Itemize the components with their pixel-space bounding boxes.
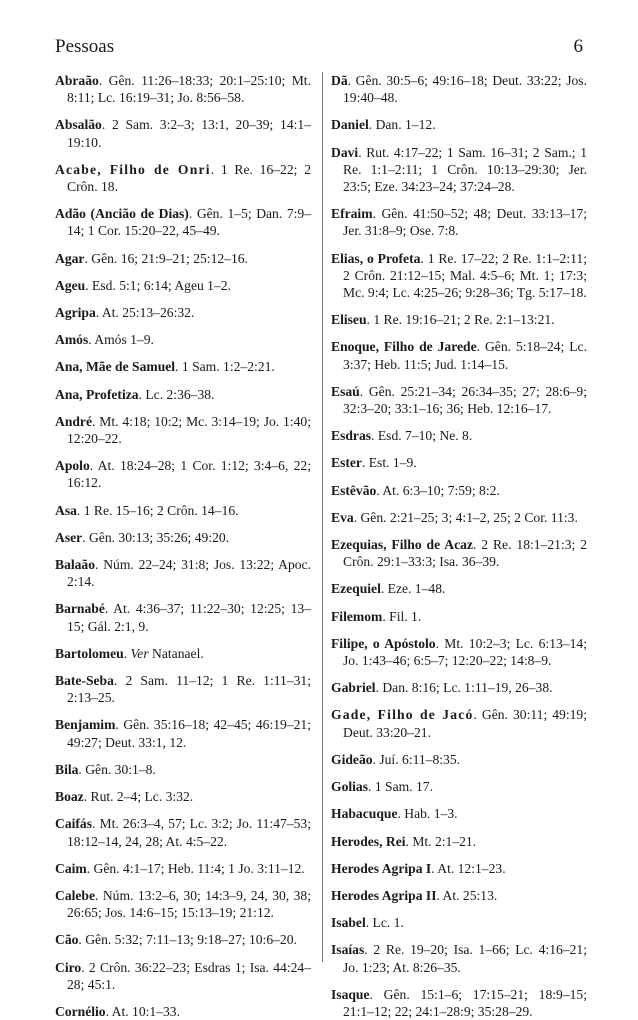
index-entry [331,509,587,526]
entry-name: Bila [55,761,79,777]
index-entry [331,72,587,106]
index-entry [55,761,311,778]
entry-references: . Gên. 30:13; 35:26; 49:20. [82,529,230,545]
entry-references: . Gên. 15:1–6; 17:15–21; 18:9–15; 21:1–12; 22; 24:1–28:9; 35:28–29. [343,986,587,1019]
entry-name: Ciro [55,959,82,975]
index-entry [331,536,587,570]
index-entry [331,116,587,133]
entry-references: . Gên. 41:50–52; 48; Deut. 33:13–17; Jer. 31:8–9; Ose. 7:8. [343,206,587,239]
entry-name: Efraim [331,206,373,222]
index-entry [55,277,311,294]
entry-name: Acabe, Filho de Onri [55,161,211,177]
entry-references: . Amós 1–9. [88,332,154,348]
entry-references: . Gên. 30:11; 49:19; Deut. 33:20–21. [343,707,587,740]
index-entry [331,860,587,877]
entry-name: Barnabé [55,601,105,617]
entry-name: Herodes Agripa II [331,887,437,903]
entry-references: . Gên. 25:21–34; 26:34–35; 27; 28:6–9; 32:3–20; 33:1–16; 36; Heb. 12:16–17. [343,383,587,417]
entry-name: Gabriel [331,680,376,696]
index-entry [55,116,311,150]
entry-name: Esdras [331,428,372,444]
entry-name: Elias, o Profeta [331,250,421,266]
index-entry [331,805,587,822]
entry-name: Agar [55,250,85,266]
entry-name: Isaque [331,986,370,1002]
entry-references: . Lc. 2:36–38. [138,386,215,402]
entry-name: Gideão [331,751,373,767]
entry-references: . 1 Sam. 1:2–2:21. [175,359,275,375]
index-entry [331,580,587,597]
left-column [55,72,312,1019]
index-entry [331,941,587,975]
entry-references: . At. 4:36–37; 11:22–30; 12:25; 13–15; Gál. 2:1, 9. [67,601,311,634]
entry-references: . Gên. 30:5–6; 49:16–18; Deut. 33:22; Jos. 19:40–48. [343,73,587,106]
index-entry [331,482,587,499]
right-column [331,72,588,1019]
entry-name: Calebe [55,887,96,903]
entry-references: . Gên. 5:32; 7:11–13; 9:18–27; 10:6–20. [78,932,297,948]
index-entry [331,144,587,196]
entry-name: Boaz [55,789,84,805]
index-entry [55,502,311,519]
entry-references: . Rut. 2–4; Lc. 3:32. [83,789,194,805]
entry-name: Habacuque [331,806,398,822]
entry-name: Ageu [55,277,86,293]
entry-references: . Gên. 35:16–18; 42–45; 46:19–21; 49:27; Deut. 33:1, 12. [67,717,311,750]
index-entry [55,931,311,948]
index-entry [331,311,587,328]
see-also-word: Ver [130,645,149,661]
entry-references: . Mt. 26:3–4, 57; Lc. 3:2; Jo. 11:47–53; 18:12–14, 24, 28; At. 4:5–22. [67,816,311,849]
entry-name: Cão [55,932,79,948]
index-entry [55,304,311,321]
entry-references: . Núm. 13:2–6, 30; 14:3–9, 24, 30, 38; 26:65; Jos. 14:6–15; 15:13–19; 21:12. [67,887,311,921]
entry-references: . Dan. 8:16; Lc. 1:11–19, 26–38. [375,680,553,696]
index-entry [331,887,587,904]
entry-references: . Núm. 22–24; 31:8; Jos. 13:22; Apoc. 2:14. [67,557,311,590]
index-entry [55,860,311,877]
index-entry [55,600,311,634]
entry-references: . At. 6:3–10; 7:59; 8:2. [376,482,500,498]
index-entry [331,338,587,372]
entry-name: Asa [55,502,77,518]
entry-references: . Lc. 1. [365,915,404,931]
entry-references: . Hab. 1–3. [397,806,458,822]
index-entry [55,556,311,590]
index-entry [55,672,311,706]
index-entry [331,635,587,669]
index-entry [331,250,587,302]
index-entry [331,679,587,696]
entry-name: Caifás [55,816,93,832]
entry-references: . Eze. 1–48. [380,581,446,597]
index-entry [55,457,311,491]
entry-references: . 1 Re. 17–22; 2 Re. 1:1–2:11; 2 Crôn. 21:12–15; Mal. 4:5–6; Mt. 1; 17:3; Mc. 9:4; Lc. 4:25–26; 9:28–36; Tg. 5:17–18. [343,250,587,301]
entry-name: Isabel [331,915,366,931]
index-entry [331,914,587,931]
index-entry [331,383,587,417]
entry-references: . 1 Re. 16–22; 2 Crôn. 18. [67,161,311,195]
entry-name: Balaão [55,557,96,573]
index-entry [331,205,587,239]
index-entry [331,608,587,625]
entry-references: . Mt. 10:2–3; Lc. 6:13–14; Jo. 1:43–46; 6:5–7; 12:20–22; 14:8–9. [343,635,587,669]
index-entry [55,788,311,805]
index-entry [331,454,587,471]
index-entry [55,205,311,239]
entry-references: . Esd. 5:1; 6:14; Ageu 1–2. [85,277,231,293]
index-entry [55,529,311,546]
entry-references: . [123,645,131,661]
page-header [55,36,583,58]
entry-references: . 2 Re. 18:1–21:3; 2 Crôn. 29:1–33:3; Isa. 36–39. [343,537,588,570]
entry-references: . Mt. 4:18; 10:2; Mc. 3:14–19; Jo. 1:40; 12:20–22. [67,413,311,447]
entry-references: . Mt. 2:1–21. [405,833,477,849]
index-columns [55,72,588,1019]
entry-name: Absalão [55,117,102,133]
index-entry [55,887,311,921]
entry-references: . At. 25:13. [436,887,498,903]
index-entry [55,1003,311,1020]
entry-name: Ana, Mãe de Samuel [55,359,176,375]
entry-references: . 1 Re. 19:16–21; 2 Re. 2:1–13:21. [366,312,555,328]
page-number: 6 [573,36,583,57]
entry-name: André [55,413,93,429]
entry-name: Ana, Profetiza [55,386,139,402]
index-entry [331,833,587,850]
index-entry [55,72,311,106]
entry-references: . Gên. 30:1–8. [78,761,156,777]
entry-references: . Gên. 4:1–17; Heb. 11:4; 1 Jo. 3:11–12. [86,860,305,876]
entry-references: . Fil. 1. [382,608,422,624]
index-entry [55,959,311,993]
entry-references: . Gên. 5:18–24; Lc. 3:37; Heb. 11:5; Jud. 1:14–15. [343,339,587,372]
entry-name: Eliseu [331,312,367,328]
entry-name: Enoque, Filho de Jarede [331,339,477,355]
entry-references: . 2 Sam. 11–12; 1 Re. 1:11–31; 2:13–25. [67,673,311,706]
index-entry [331,778,587,795]
entry-references: . Gên. 16; 21:9–21; 25:12–16. [84,250,248,266]
entry-references: . Juí. 6:11–8:35. [372,751,461,767]
entry-name: Ezequiel [331,581,381,597]
entry-name: Isaías [331,942,365,958]
entry-references: . Gên. 1–5; Dan. 7:9–14; 1 Cor. 15:20–22, 45–49. [67,206,312,239]
entry-name: Agripa [55,305,96,321]
entry-name: Filemom [331,608,383,624]
entry-references: . 2 Re. 19–20; Isa. 1–66; Lc. 4:16–21; Jo. 1:23; At. 8:26–35. [343,942,587,975]
entry-name: Golias [331,779,369,795]
entry-references: . Dan. 1–12. [368,117,436,133]
index-entry [55,815,311,849]
entry-name: Daniel [331,117,369,133]
entry-references: . 1 Re. 15–16; 2 Crôn. 14–16. [76,502,239,518]
entry-name: Bartolomeu [55,645,124,661]
entry-name: Davi [331,144,359,160]
entry-name: Amós [55,332,89,348]
index-entry [55,386,311,403]
entry-references: . At. 10:1–33. [105,1003,180,1019]
index-entry [55,161,311,195]
entry-name: Gade, Filho de Jacó [331,707,474,723]
entry-name: Ester [331,455,362,471]
index-entry [55,331,311,348]
entry-references: . Gên. 11:26–18:33; 20:1–25:10; Mt. 8:11; Lc. 16:19–31; Jo. 8:56–58. [67,73,311,106]
entry-references: . Est. 1–9. [361,455,417,471]
entry-name: Aser [55,529,83,545]
entry-references: . At. 25:13–26:32. [95,305,195,321]
entry-name: Eva [331,509,354,525]
entry-name: Bate-Seba [55,673,114,689]
index-entry [55,716,311,750]
entry-name: Herodes Agripa I [331,860,432,876]
entry-name: Ezequias, Filho de Acaz [331,537,473,553]
entry-name: Cornélio [55,1003,106,1019]
index-entry [331,427,587,444]
entry-name: Filipe, o Apóstolo [331,635,436,651]
index-entry [55,413,311,447]
index-entry [55,645,311,662]
entry-references: . At. 12:1–23. [431,860,506,876]
entry-references: . Rut. 4:17–22; 1 Sam. 16–31; 2 Sam.; 1 Re. 1:1–2:11; 1 Crôn. 10:13–29:30; Jer. 23:5; Eze. 34:23–24; 37:24–28. [343,144,587,195]
entry-references: . 1 Sam. 17. [368,779,433,795]
index-entry [331,706,587,740]
entry-name: Caim [55,860,87,876]
entry-name: Herodes, Rei [331,833,406,849]
entry-name: Adão (Ancião de Dias) [55,206,189,222]
entry-references: . 2 Crôn. 36:22–23; Esdras 1; Isa. 44:24–28; 45:1. [67,959,311,992]
entry-name: Esaú [331,383,360,399]
entry-name: Dã [331,73,348,88]
page-title: Pessoas [55,36,115,57]
entry-name: Estêvão [331,482,377,498]
see-also-target: Natanael. [148,645,204,661]
entry-references: . 2 Sam. 3:2–3; 13:1, 20–39; 14:1–19:10. [67,117,311,150]
index-entry [331,751,587,768]
index-entry [55,250,311,267]
entry-references: . At. 18:24–28; 1 Cor. 1:12; 3:4–6, 22; 16:12. [67,458,311,491]
entry-references: . Esd. 7–10; Ne. 8. [371,428,473,444]
entry-name: Abraão [55,73,99,88]
entry-name: Apolo [55,458,90,474]
index-entry [55,358,311,375]
entry-name: Benjamim [55,717,116,733]
entry-references: . Gên. 2:21–25; 3; 4:1–2, 25; 2 Cor. 11:3. [353,509,578,525]
